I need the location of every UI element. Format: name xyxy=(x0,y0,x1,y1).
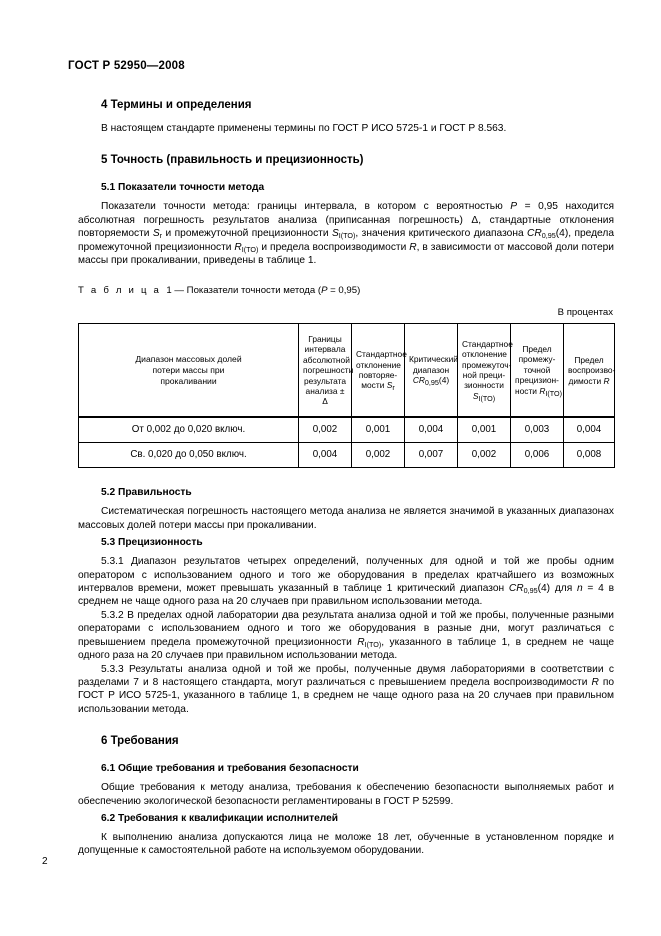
table-cell-value: 0,006 xyxy=(511,443,564,468)
table-1-caption: Т а б л и ц а 1 — Показатели точности метода (P = 0,95) xyxy=(78,285,361,297)
section-5-heading: 5 Точность (правильность и прецизионность) xyxy=(101,154,364,167)
table-body xyxy=(79,417,615,468)
table-1-units-note: В процентах xyxy=(557,307,613,319)
table-accuracy-indicators xyxy=(78,323,615,468)
table-header-cell-sd-intermediate: Стандартное отклонение промежуточ- ной преци- зионности $S_{I(TO)}$ xyxy=(458,324,511,418)
section-6-heading: 6 Требования xyxy=(101,735,179,748)
table-header-row-group xyxy=(79,324,615,418)
table-header-cell-limit-intermediate: Предел промежу- точной прецизион- ности $R_{I(TO)}$ xyxy=(511,324,564,418)
section-5-3-2-paragraph: 5.3.2 В пределах одной лаборатории два результата анализа одной и той же пробы, полученные разными операторами с использованием одного и того же оборудования в разные дни, могут различаться с превышением предела промежуточной прецизионности $R_{I(TO)}$, указанного в таблице 1, в среднем не чаще одного раза на 20 случаев при правильном использовании метода. xyxy=(78,609,614,662)
section-4-paragraph: В настоящем стандарте применены термины по ГОСТ Р ИСО 5725-1 и ГОСТ Р 8.563. xyxy=(101,123,507,134)
section-5-2-heading: 5.2 Правильность xyxy=(101,487,192,499)
table-header-cell-sd-repeatability: Стандартное отклонение повторяе- мости $S_r$ xyxy=(352,324,405,418)
page-content xyxy=(78,98,614,858)
section-5-3-heading: 5.3 Прецизионность xyxy=(101,537,203,549)
page-number: 2 xyxy=(42,856,48,867)
table-cell-value: 0,002 xyxy=(299,417,352,443)
running-header: ГОСТ Р 52950—2008 xyxy=(68,60,185,72)
table-cell-value: 0,001 xyxy=(458,417,511,443)
table-cell-value: 0,002 xyxy=(352,443,405,468)
section-6-2-heading: 6.2 Требования к квалификации исполнителей xyxy=(101,812,339,824)
table-cell-value: 0,004 xyxy=(564,417,615,443)
section-4-heading: 4 Термины и определения xyxy=(101,99,252,111)
section-6-1-heading: 6.1 Общие требования и требования безопасности xyxy=(101,763,359,775)
table-row xyxy=(79,443,615,468)
table-row xyxy=(79,417,615,443)
section-6-1-paragraph: Общие требования к методу анализа, требования к обеспечению безопасности выполняемых работ и обеспечению экологической безопасности регламентированы в ГОСТ Р 52599. xyxy=(78,782,614,807)
table-header-cell-range: Диапазон массовых долей потери массы при прокаливании xyxy=(79,324,299,418)
table-header-cell-abs-error: Границы интервала абсолютной погрешности результата анализа ± Δ xyxy=(299,324,352,418)
section-6-2-paragraph: К выполнению анализа допускаются лица не моложе 18 лет, обученные в установленном порядке и допущенные к самостоятельной работе на используемом оборудовании. xyxy=(78,831,614,857)
section-5-2-paragraph: Систематическая погрешность настоящего метода анализа не является значимой в указанных диапазонах массовых долей потери массы при прокаливании. xyxy=(78,506,614,531)
section-5-1-heading: 5.1 Показатели точности метода xyxy=(101,182,265,194)
table-cell-range: Св. 0,020 до 0,050 включ. xyxy=(79,443,299,468)
table-header-row xyxy=(79,324,615,418)
table-header-cell-limit-reproducibility: Предел воспроизво- димости R xyxy=(564,324,615,418)
table-cell-value: 0,004 xyxy=(405,417,458,443)
table-cell-value: 0,004 xyxy=(299,443,352,468)
table-cell-value: 0,003 xyxy=(511,417,564,443)
section-5-1-paragraph: Показатели точности метода: границы интервала, в котором с вероятностью P = 0,95 находится абсолютная погрешность результатов анализа (приписанная погрешность) Δ, стандартные отклонения повторяемости $S_r$ и промежуточной прецизионности $S_{I(TO)}$, значения критического диапазона $CR_{0,95}(4)$, предела промежуточной прецизионности $R_{I(TO)}$ и предела воспроизводимости R, в зависимости от массовой доли потери массы при прокаливании, приведены в таблице 1. xyxy=(78,201,614,267)
table-cell-value: 0,001 xyxy=(352,417,405,443)
section-5-3-3-paragraph: 5.3.3 Результаты анализа одной и той же пробы, полученные двумя лабораториями в соответствии с разделами 7 и 8 настоящего стандарта, могут различаться с превышением предела воспроизводимости R по ГОСТ Р ИСО 5725-1, указанного в таблице 1, в среднем не чаще одного раза на 20 случаев при правильном использовании метода. xyxy=(78,663,615,715)
section-5-3-1-paragraph: 5.3.1 Диапазон результатов четырех определений, полученных для одной и той же пробы одним оператором с использованием одного и того же оборудования в пределах кратчайшего из возможных интервалов времени, может превышать указанный в таблице 1 критический диапазон $CR_{0,95}(4)$ для n = 4 в среднем не чаще одного раза на 20 случаев при правильном использовании метода. xyxy=(78,556,614,608)
table-cell-range: От 0,002 до 0,020 включ. xyxy=(79,417,299,443)
table-cell-value: 0,007 xyxy=(405,443,458,468)
table-header-cell-critical-range: Критический диапазон $CR_{0,95}(4)$ xyxy=(405,324,458,418)
table-cell-value: 0,002 xyxy=(458,443,511,468)
table-cell-value: 0,008 xyxy=(564,443,615,468)
